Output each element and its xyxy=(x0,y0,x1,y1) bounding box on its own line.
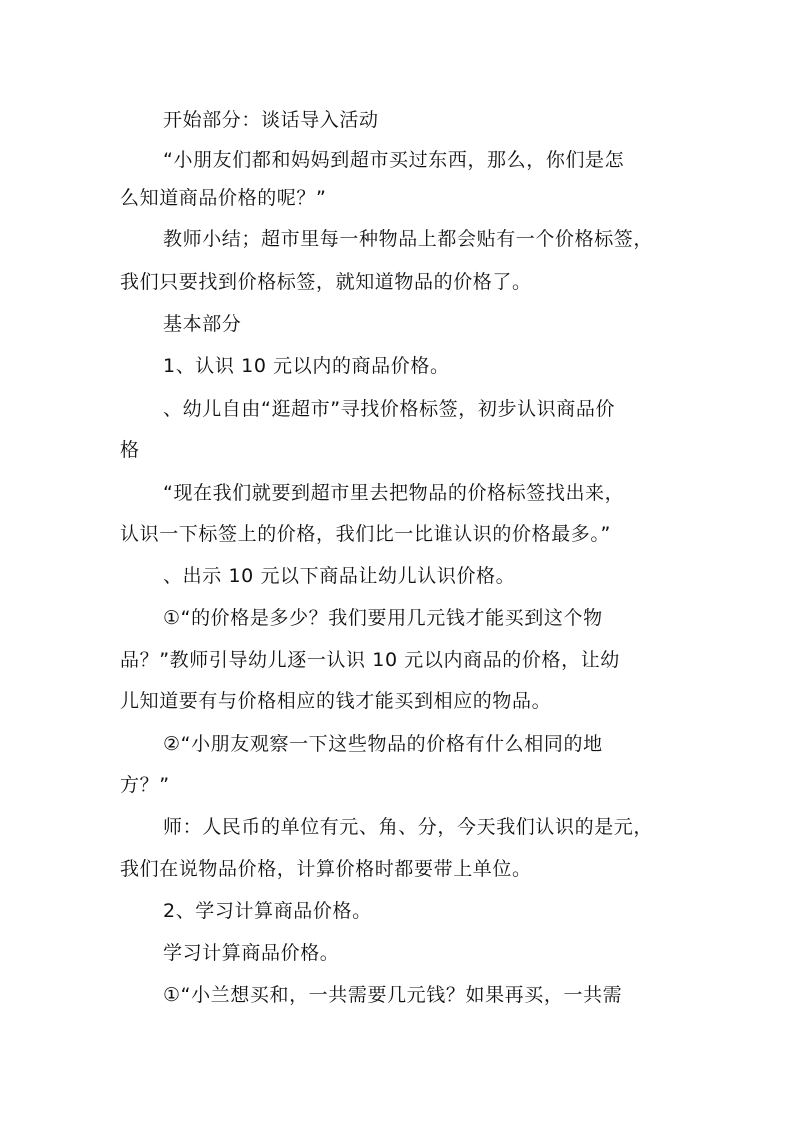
numbered-item-1: 1、认识 10 元以内的商品价格。 xyxy=(163,355,450,377)
paragraph-line: 儿知道要有与价格相应的钱才能买到相应的物品。 xyxy=(120,690,552,712)
paragraph-line: 我们在说物品价格，计算价格时都要带上单位。 xyxy=(120,858,532,880)
paragraph-line: “现在我们就要到超市里去把物品的价格标签找出来， xyxy=(163,482,625,504)
section-heading-basic: 基本部分 xyxy=(163,313,242,335)
paragraph-line: 、出示 10 元以下商品让幼儿认识价格。 xyxy=(163,565,516,587)
paragraph-line: 教师小结；超市里每一种物品上都会贴有一个价格标签， xyxy=(163,228,654,250)
section-heading-opening: 开始部分：谈话导入活动 xyxy=(163,109,379,131)
paragraph-line: ②“小朋友观察一下这些物品的价格有什么相同的地 xyxy=(163,733,603,755)
paragraph-line: 品？”教师引导幼儿逐一认识 10 元以内商品的价格，让幼 xyxy=(120,649,620,671)
paragraph-line: 么知道商品价格的呢？” xyxy=(120,187,327,209)
paragraph-line: ①“小兰想买和，一共需要几元钱？如果再买，一共需 xyxy=(163,984,623,1006)
paragraph-line: 方？” xyxy=(120,774,170,796)
numbered-item-2: 2、学习计算商品价格。 xyxy=(163,900,372,922)
paragraph-line: 认识一下标签上的价格，我们比一比谁认识的价格最多。” xyxy=(120,523,611,545)
paragraph-line: ①“的价格是多少？我们要用几元钱才能买到这个物 xyxy=(163,607,603,629)
paragraph-line: 、幼儿自由“逛超市”寻找价格标签，初步认识商品价 xyxy=(163,398,616,420)
paragraph-line: 学习计算商品价格。 xyxy=(163,942,340,964)
paragraph-line: 师：人民币的单位有元、角、分，今天我们认识的是元， xyxy=(163,816,654,838)
paragraph-line: 我们只要找到价格标签，就知道物品的价格了。 xyxy=(120,271,532,293)
paragraph-line: 格 xyxy=(120,439,140,461)
paragraph-line: “小朋友们都和妈妈到超市买过东西，那么，你们是怎 xyxy=(163,149,625,171)
